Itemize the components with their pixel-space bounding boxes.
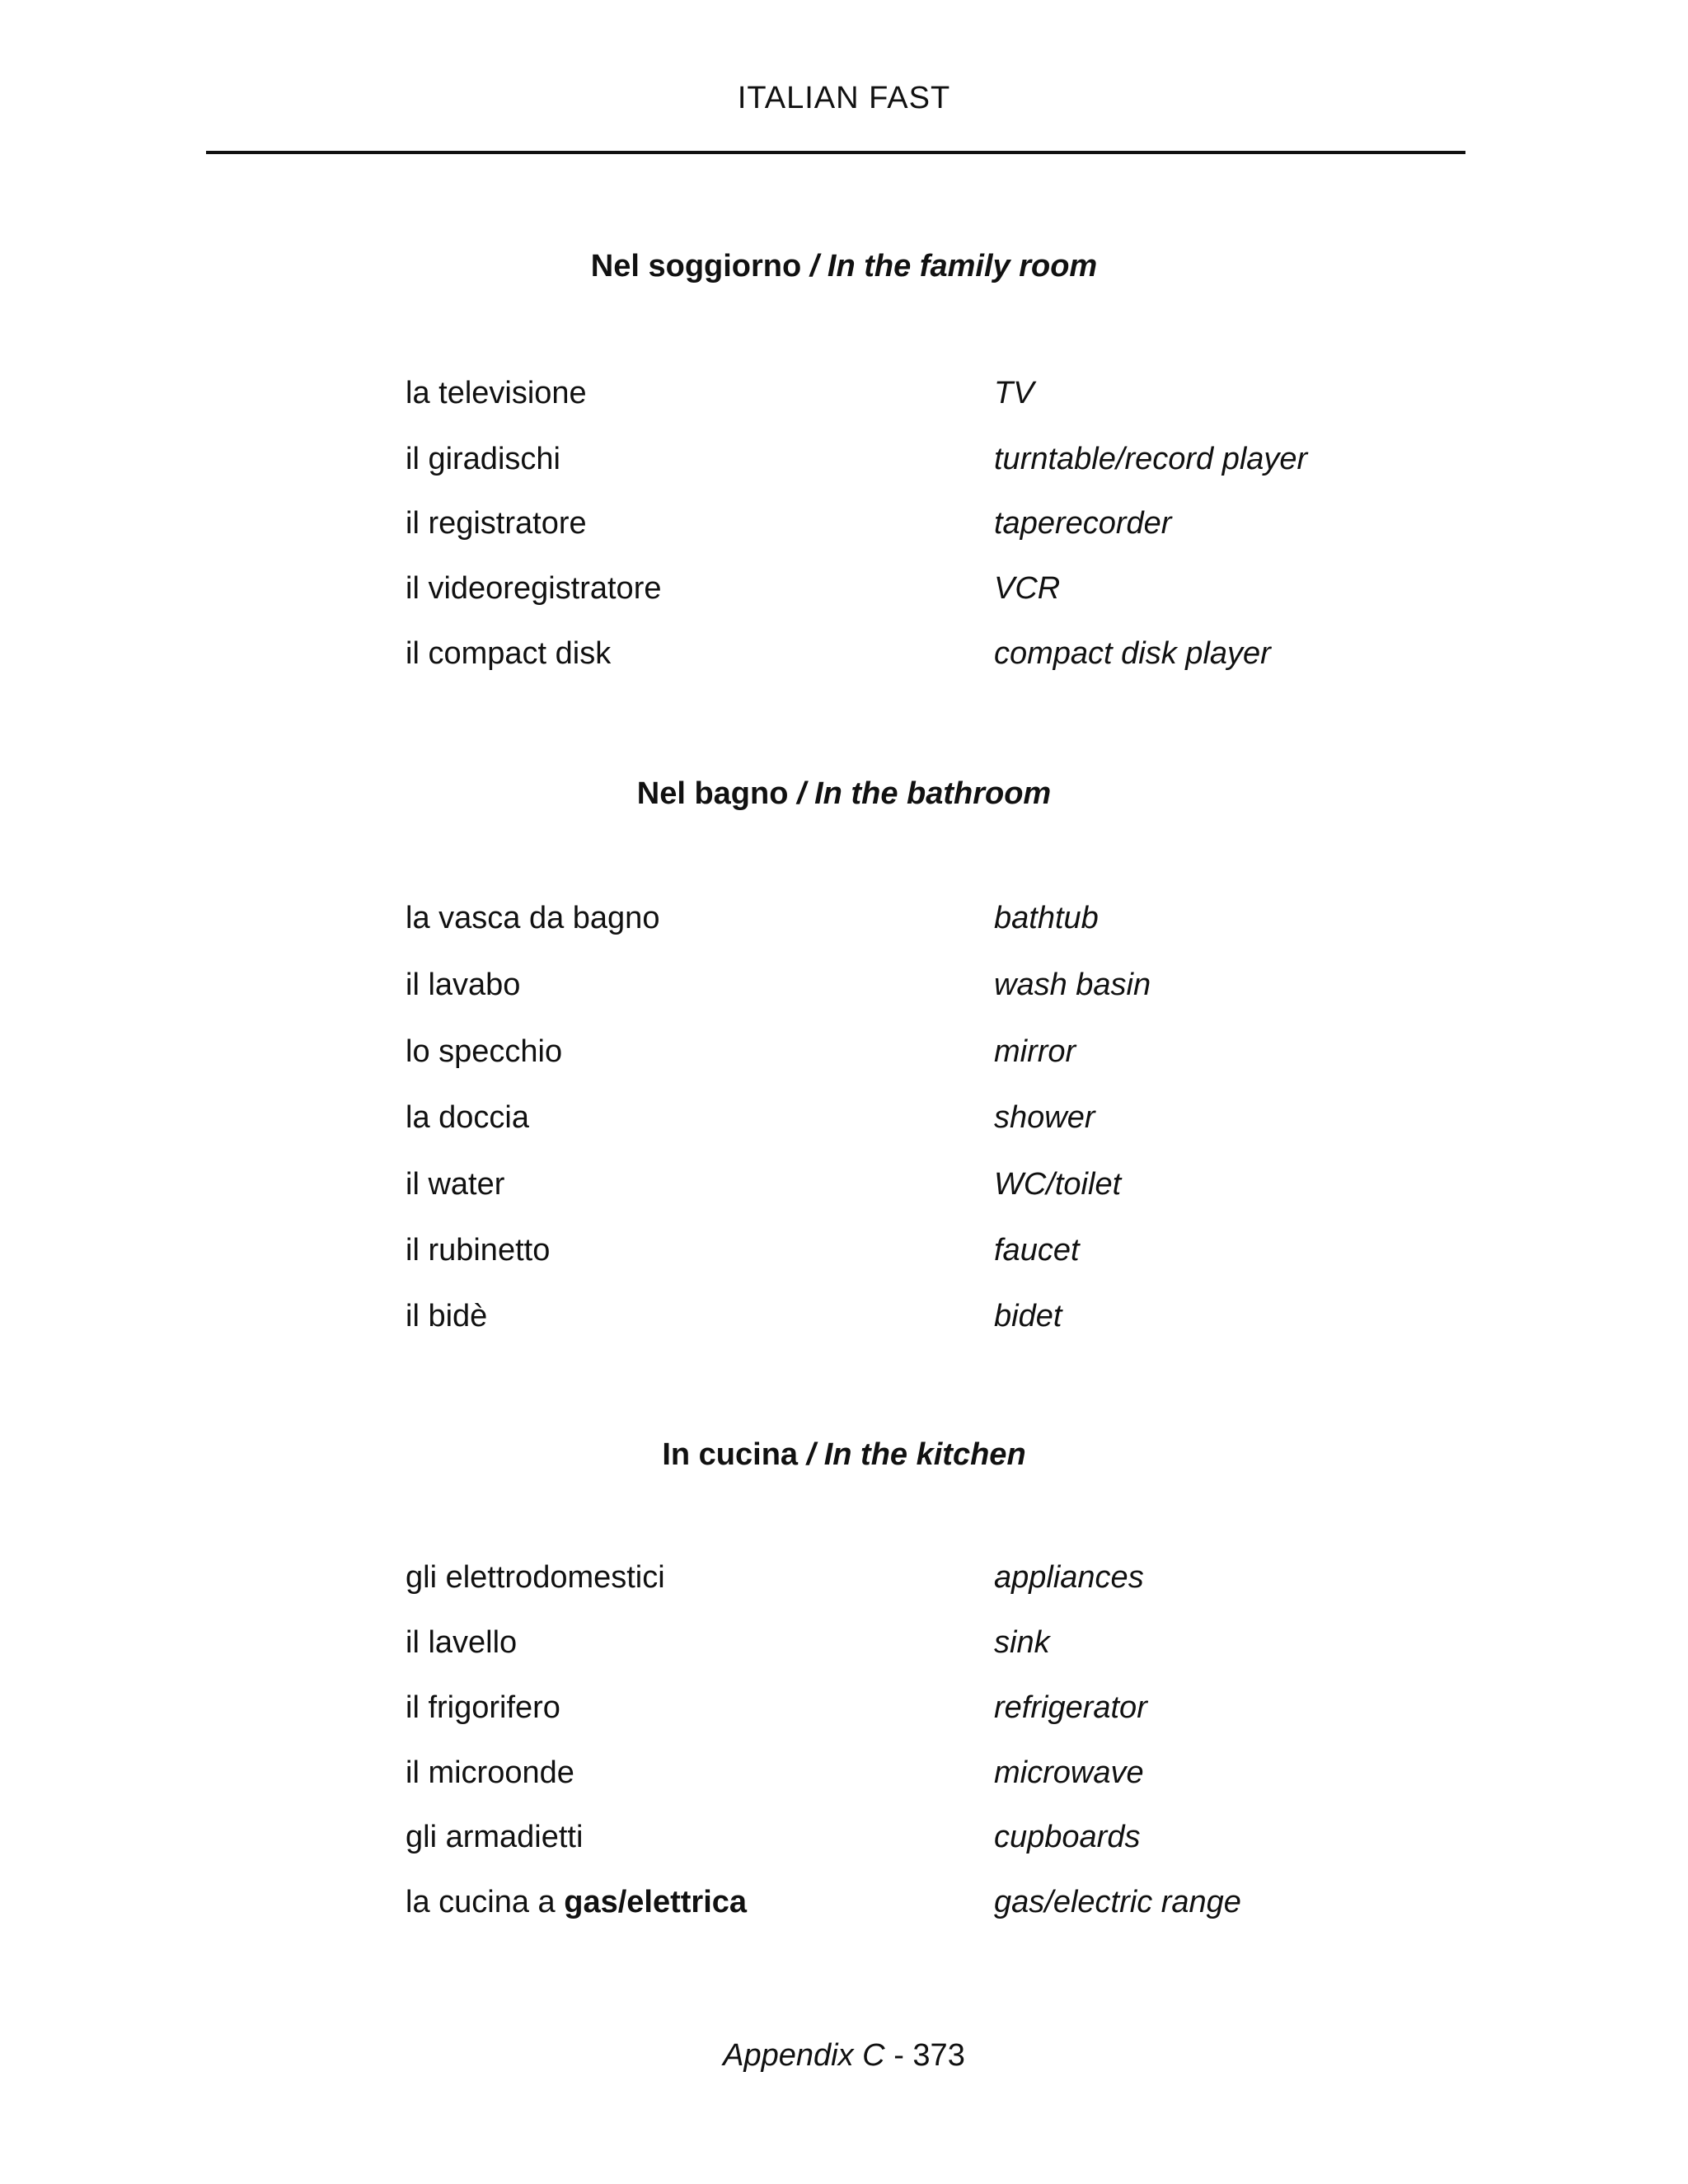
italian-term: il frigorifero	[406, 1690, 560, 1725]
italian-term	[406, 1885, 747, 1920]
italian-term: il microonde	[406, 1755, 574, 1790]
vocab-row	[0, 506, 1688, 547]
vocab-row	[0, 1820, 1688, 1861]
section-title-bathroom	[0, 776, 1688, 812]
section-title-family-room	[0, 249, 1688, 284]
vocab-row	[0, 636, 1688, 677]
vocab-row	[0, 968, 1688, 1009]
vocab-row	[0, 1233, 1688, 1274]
footer-separator: -	[893, 2038, 904, 2073]
italian-term-prefix: la cucina a	[406, 1885, 556, 1919]
page-footer	[0, 2038, 1688, 2074]
section-title-english: In the family room	[827, 249, 1098, 284]
italian-term: la doccia	[406, 1100, 529, 1135]
section-title-italian: Nel soggiorno	[590, 249, 802, 284]
english-term: microwave	[994, 1755, 1144, 1790]
vocab-row	[0, 571, 1688, 612]
section-title-italian: Nel bagno	[636, 776, 789, 811]
english-term: shower	[994, 1100, 1095, 1135]
english-term: wash basin	[994, 968, 1151, 1002]
section-title-kitchen	[0, 1437, 1688, 1473]
italian-term: il compact disk	[406, 636, 612, 671]
section-title-italian: In cucina	[662, 1437, 799, 1472]
section-title-separator: /	[797, 776, 806, 811]
italian-term: il lavello	[406, 1625, 518, 1660]
italian-term: la televisione	[406, 376, 587, 410]
italian-term: il bidè	[406, 1299, 488, 1333]
section-title-english: In the bathroom	[814, 776, 1052, 811]
vocab-row	[0, 1560, 1688, 1601]
vocab-row	[0, 376, 1688, 417]
vocab-row	[0, 1299, 1688, 1340]
english-term: taperecorder	[994, 506, 1172, 541]
section-title-english: In the kitchen	[823, 1437, 1026, 1472]
italian-term: gli armadietti	[406, 1820, 584, 1854]
running-header: ITALIAN FAST	[737, 81, 951, 115]
italian-term: il lavabo	[406, 968, 521, 1002]
english-term: TV	[994, 376, 1034, 410]
footer-label: Appendix C	[723, 2038, 885, 2073]
english-term: mirror	[994, 1034, 1076, 1069]
english-term: bathtub	[994, 901, 1099, 935]
english-term: refrigerator	[994, 1690, 1147, 1725]
italian-term: il giradischi	[406, 442, 560, 476]
section-title-separator: /	[806, 1437, 816, 1472]
english-term: faucet	[994, 1233, 1080, 1268]
vocab-row	[0, 1885, 1688, 1926]
english-term: VCR	[994, 571, 1061, 606]
english-term: sink	[994, 1625, 1050, 1660]
page-number: 373	[912, 2038, 965, 2073]
english-term: cupboards	[994, 1820, 1141, 1854]
italian-term: gli elettrodomestici	[406, 1560, 665, 1595]
italian-term: il water	[406, 1167, 505, 1202]
vocab-row	[0, 442, 1688, 483]
italian-term: il videoregistratore	[406, 571, 662, 606]
vocab-row	[0, 1034, 1688, 1076]
english-term: appliances	[994, 1560, 1144, 1595]
vocab-row	[0, 1167, 1688, 1208]
vocab-row	[0, 1625, 1688, 1666]
italian-term: la vasca da bagno	[406, 901, 660, 935]
italian-term: lo specchio	[406, 1034, 563, 1069]
italian-term-bold: gas/elettrica	[564, 1885, 748, 1919]
italian-term: il rubinetto	[406, 1233, 551, 1268]
english-term: bidet	[994, 1299, 1062, 1333]
vocab-row	[0, 1690, 1688, 1732]
italian-term: il registratore	[406, 506, 587, 541]
header-rule	[206, 151, 1465, 154]
section-title-separator: /	[809, 249, 819, 284]
vocab-row	[0, 1100, 1688, 1141]
english-term: WC/toilet	[994, 1167, 1122, 1202]
vocab-row	[0, 901, 1688, 942]
english-term: turntable/record player	[994, 442, 1308, 476]
english-term: compact disk player	[994, 636, 1271, 671]
vocab-row	[0, 1755, 1688, 1797]
english-term: gas/electric range	[994, 1885, 1241, 1919]
